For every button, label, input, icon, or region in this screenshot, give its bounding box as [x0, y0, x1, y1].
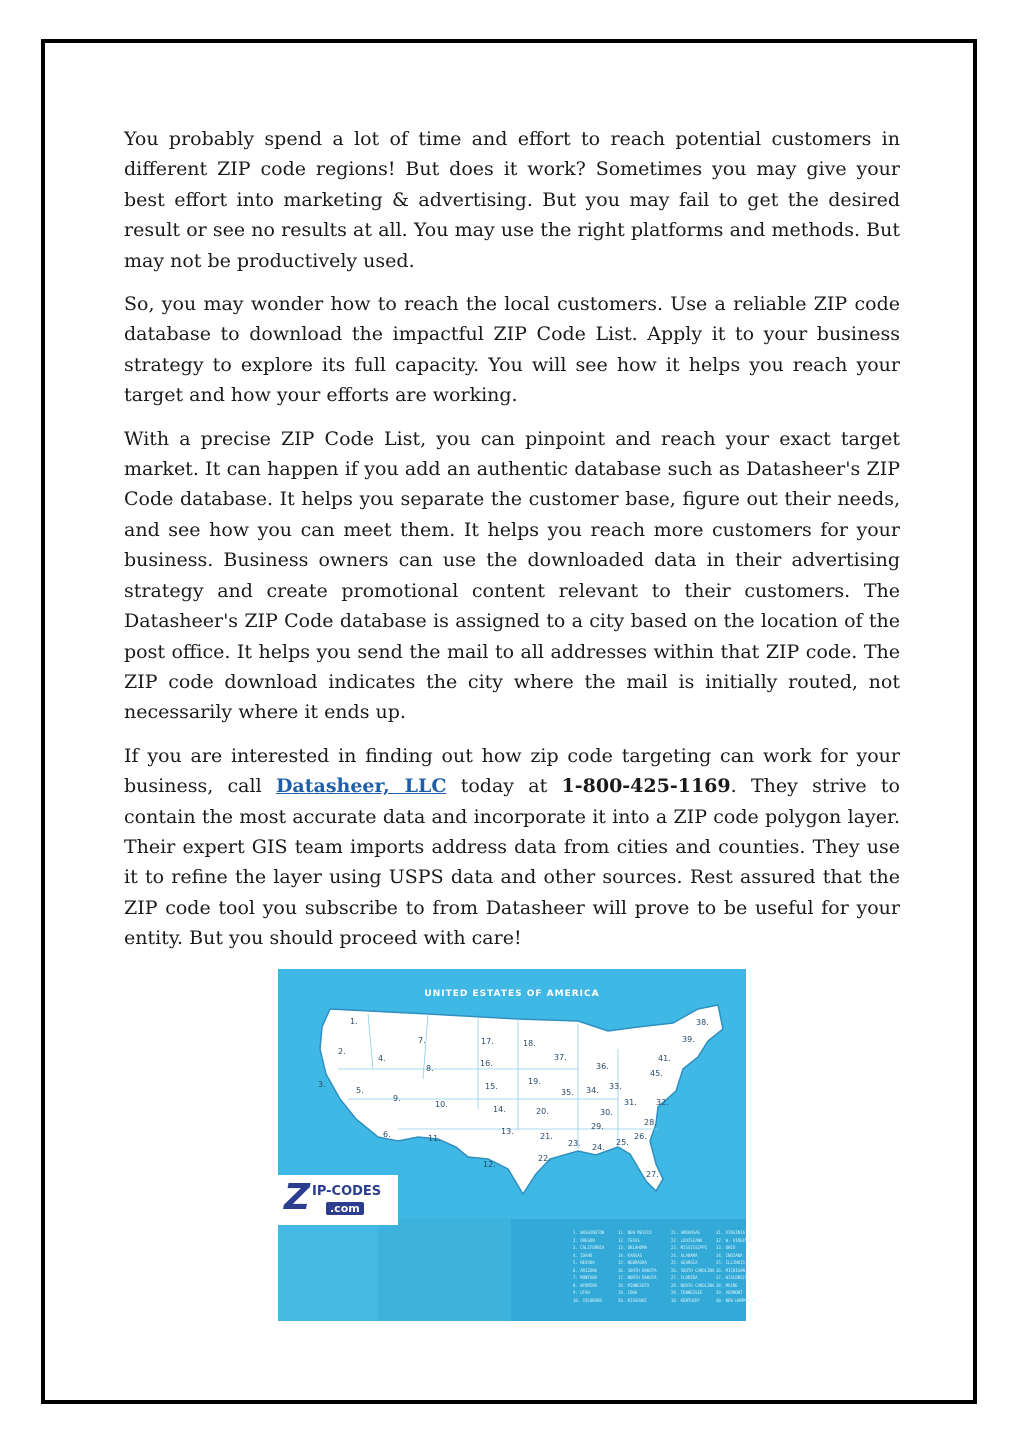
phone-number: 1-800-425-1169 — [561, 775, 731, 798]
state-label: 35. — [561, 1088, 574, 1097]
state-label: 39. — [682, 1035, 695, 1044]
state-label: 14. — [493, 1105, 506, 1114]
logo-z-mark: Z — [284, 1177, 311, 1218]
datasheer-link[interactable]: Datasheer, LLC — [275, 775, 447, 798]
state-label: 19. — [528, 1077, 541, 1086]
state-label: 11. — [428, 1134, 441, 1143]
paragraph-4-today: today at — [446, 775, 562, 798]
state-label: 36. — [596, 1062, 609, 1071]
usa-zip-map-image — [278, 969, 757, 1321]
state-label: 33. — [609, 1082, 622, 1091]
state-label: 5. — [356, 1086, 364, 1095]
state-label: 41. — [658, 1054, 671, 1063]
logo-wordmark: IP-CODES — [312, 1184, 382, 1199]
legend-column-4: 31. VIRGINIA 32. W. VIRGINIA 33. OHIO 34. INDIANA 35. ILLINOIS 36. MICHIGAN 37. WISCONSIN 38. MAINE 39. VERMONT 40. NEW HAMPSHIRE — [716, 1230, 757, 1303]
paragraph-4 — [124, 741, 900, 954]
state-label: 8. — [426, 1064, 434, 1073]
state-label: 17. — [481, 1037, 494, 1046]
state-label: 2. — [338, 1047, 346, 1056]
state-label: 9. — [393, 1094, 401, 1103]
state-label: 26. — [634, 1132, 647, 1141]
legend-column-1: 1. WASHINGTON 2. OREGON 3. CALIFORNIA 4. IDAHO 5. NEVADA 6. ARIZONA 7. MONTANA 8. WYOMING 9. UTAH 10. COLORADO — [573, 1230, 605, 1303]
state-label: 34. — [586, 1086, 599, 1095]
hawaii-inset — [378, 1219, 512, 1321]
map-inset-strip — [278, 1219, 757, 1321]
state-label: 16. — [480, 1059, 493, 1068]
state-label: 12. — [483, 1160, 496, 1169]
state-label: 22. — [538, 1154, 551, 1163]
state-label: 38. — [696, 1018, 709, 1027]
state-label: 25. — [616, 1138, 629, 1147]
map-title: UNITED ESTATES OF AMERICA — [424, 989, 600, 999]
paragraph-2: So, you may wonder how to reach the local customers. Use a reliable ZIP code database to download the impactful ZIP Code List. Apply it to your business strategy to explore its full capacity. You will see how it helps you reach your target and how your efforts are working. — [124, 293, 900, 407]
state-label: 23. — [568, 1139, 581, 1148]
state-label: 37. — [554, 1053, 567, 1062]
article-body — [124, 124, 900, 967]
state-label: 20. — [536, 1107, 549, 1116]
state-label: 15. — [485, 1082, 498, 1091]
state-label: 29. — [591, 1122, 604, 1131]
state-legend — [511, 1219, 757, 1321]
paragraph-1: You probably spend a lot of time and effort to reach potential customers in different ZIP code regions! But does it work? Sometimes you may give your best effort into marketing & advertising. But you may fail to get the desired result or see no results at all. You may use the right platforms and methods. But may not be productively used. — [124, 128, 900, 272]
paragraph-4-intro: If you are interested in finding out how zip code targeting can work for your business, call — [124, 744, 900, 798]
state-label: 10. — [435, 1100, 448, 1109]
state-label: 4. — [378, 1054, 386, 1063]
alaska-inset — [278, 1219, 379, 1321]
state-label: 21. — [540, 1132, 553, 1141]
state-label: 7. — [418, 1036, 426, 1045]
legend-column-3: 21. ARKANSAS 22. LOUISIANA 23. MISSISSIPPI 24. ALABAMA 25. GEORGIA 26. SOUTH CAROLINA 27. FLORIDA 28. NORTH CAROLINA 29. TENNESSEE 30. KENTUCKY — [671, 1230, 715, 1303]
legend-column-2: 11. NEW MEXICO 12. TEXAS 13. OKLAHOMA 14. KANSAS 15. NEBRASKA 16. SOUTH DAKOTA 17. NORTH DAKOTA 18. MINNESOTA 19. IOWA 20. MISSOURI — [618, 1230, 657, 1303]
paragraph-4-rest: . They strive to contain the most accurate data and incorporate it into a ZIP code polygon layer. Their expert GIS team imports address data from cities and counties. They use it to refine the layer using USPS data and other sources. Rest assured that the ZIP code tool you subscribe to from Datasheer will prove to be useful for your entity. But you should proceed with care! — [124, 775, 900, 950]
paragraph-3: With a precise ZIP Code List, you can pinpoint and reach your exact target market. It can happen if you add an authentic database such as Datasheer's ZIP Code database. It helps you separate the customer base, figure out their needs, and see how you can meet them. It helps you reach more customers for your business. Business owners can use the downloaded data in their advertising strategy and create promotional content relevant to their customers. The Datasheer's ZIP Code database is assigned to a city based on the location of the post office. It helps you send the mail to all addresses within that ZIP code. The ZIP code download indicates the city where the mail is initially routed, not necessarily where it ends up. — [124, 427, 900, 724]
state-label: 32. — [656, 1098, 669, 1107]
state-label: 30. — [600, 1108, 613, 1117]
state-label: 28. — [644, 1118, 657, 1127]
state-label: 24. — [592, 1143, 605, 1152]
state-label: 31. — [624, 1098, 637, 1107]
zip-codes-logo — [278, 1175, 398, 1225]
state-label: 13. — [501, 1127, 514, 1136]
state-label: 1. — [350, 1017, 358, 1026]
state-label: 18. — [523, 1039, 536, 1048]
state-label: 3. — [318, 1080, 326, 1089]
state-label: 27. — [646, 1170, 659, 1179]
logo-domain: .com — [326, 1202, 364, 1215]
state-label: 6. — [383, 1130, 391, 1139]
state-label: 45. — [650, 1069, 663, 1078]
